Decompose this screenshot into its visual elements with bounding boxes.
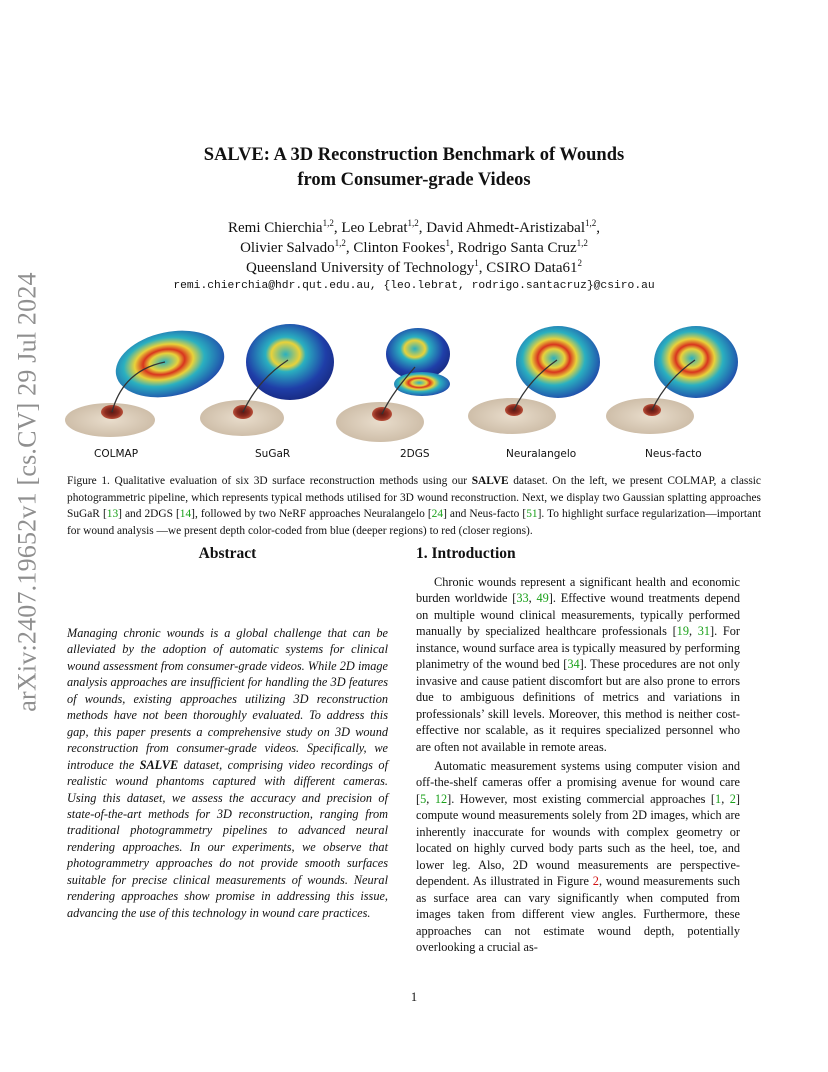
author-block <box>120 218 708 278</box>
author-affiliation: 1,2 <box>585 218 597 228</box>
dataset-name: SALVE <box>471 475 509 487</box>
citation-link[interactable]: 2 <box>729 791 736 806</box>
skin-phantom <box>606 398 694 434</box>
arxiv-identifier: arXiv:2407.19652v1 [cs.CV] 29 Jul 2024 <box>13 272 42 712</box>
dataset-name: SALVE <box>139 757 179 772</box>
abstract-text: Managing chronic wounds is a global challenge that can be alleviated by the adoption of automatic systems for clinical wound assessment from consumer-grade videos. While 2D image analysis approaches are insufficient for handling the 3D features of wounds, existing approaches utilizing 3D reconstruction methods have not been thoroughly evaluated. To address this gap, this paper presents a comprehensive study on 3D wound reconstruction from consumer-grade videos. Specifically, we introduce the SALVE dataset, comprising video recordings of realistic wound phantoms captured with different cameras. Using this dataset, we assess the accuracy and precision of state-of-the-art methods for 3D reconstruction, ranging from traditional photogrammetry pipelines to advanced neural rendering approaches. In our experiments, we observe that photogrammetry approaches do not provide smooth surfaces suitable for precise clinical measurements of wounds. Neural rendering approaches show promise in addressing this issue, advancing the use of this technology in wound care practices. <box>67 626 388 920</box>
figure-1 <box>60 312 768 462</box>
figure-1-caption: Figure 1. Qualitative evaluation of six 3D surface reconstruction methods using our SALVE dataset. On the left, we present COLMAP, a classic photogrammetric pipeline, which represents typical methods utilised for 3D wound reconstruction. Next, we display two Gaussian splatting approaches SuGaR [13] and 2DGS [14], followed by two NeRF approaches Neuralangelo [24] and Neus-facto [51]. To highlight surface regularization—important for wound analysis —we present depth color-coded from blue (deeper regions) to red (closer regions). <box>67 475 761 537</box>
author-name: Leo Lebrat <box>341 220 408 236</box>
author-name: Clinton Fookes <box>353 240 446 256</box>
introduction-text <box>416 574 740 958</box>
abstract-heading: Abstract <box>198 545 257 562</box>
title-line-2: from Consumer-grade Videos <box>297 170 531 190</box>
citation-link[interactable]: 5 <box>420 791 427 806</box>
caption-label: Figure 1. <box>67 475 110 487</box>
author-affiliation: 1,2 <box>576 238 588 248</box>
figure-1-graphic <box>60 312 768 462</box>
author-name: Remi Chierchia <box>228 220 323 236</box>
authors-line-1: Remi Chierchia$^{1,2}$, Leo Lebrat$^{1,2}$, David Ahmedt-Aristizabal$^{1,2}$, <box>228 218 600 236</box>
figure-label-neuralangelo: Neuralangelo <box>506 448 577 460</box>
author-affiliation: 1 <box>445 238 451 248</box>
figure-label-2dgs: 2DGS <box>400 448 430 460</box>
citation-link[interactable]: 1 <box>715 791 722 806</box>
citation-link[interactable]: 12 <box>434 791 448 806</box>
depth-map-disc <box>246 324 334 400</box>
intro-paragraph-1: Chronic wounds represent a significant health and economic burden worldwide [33, 49]. Effective wound treatments depend on multiple wound clinical measurements, typically performed manually by specialized healthcare professionals [19, 31]. For instance, wound surface area is typically measured by performing planimetry of the wound bed [34]. These procedures are not only invasive and cause patient discomfort but are also prone to errors due to ambiguous definitions of metrics and variations in professionals’ skill levels. Moreover, this method is neither cost-effective nor scalable, as it requires specialized personnel who are often not available in remote areas. <box>416 575 740 754</box>
citation-link[interactable]: 49 <box>536 591 549 606</box>
depth-map-disc-lower <box>394 372 450 396</box>
citation-link[interactable]: 13 <box>106 508 119 520</box>
depth-map-disc <box>110 321 231 406</box>
citation-link[interactable]: 19 <box>676 624 689 639</box>
author-emails: remi.chierchia@hdr.qut.edu.au, {leo.lebrat, rodrigo.santacruz}@csiro.au <box>173 280 655 292</box>
affiliation-name: CSIRO Data61 <box>486 260 578 276</box>
paper-title <box>120 143 708 193</box>
affiliation-number: 1 <box>474 258 479 268</box>
page-number: 1 <box>410 990 418 1004</box>
introduction-heading: 1. Introduction <box>416 545 516 562</box>
citation-link[interactable]: 14 <box>179 508 192 520</box>
affiliations-line: Queensland University of Technology$^1$, CSIRO $Data61^2$ <box>246 258 582 276</box>
figure-label-colmap: COLMAP <box>94 448 139 460</box>
citation-link[interactable]: 34 <box>567 657 580 672</box>
panel-neus-facto <box>606 326 738 460</box>
author-affiliation: 1,2 <box>322 218 334 228</box>
author-affiliation: 1,2 <box>407 218 419 228</box>
panel-neuralangelo <box>468 326 600 460</box>
intro-paragraph-2: Automatic measurement systems using computer vision and off-the-shelf cameras offer a promising avenue for wound care [5, 12]. However, most existing commercial approaches [1, 2] compute wound measurements solely from 2D images, which are inherently inaccurate for wounds with complex geometry or located on highly curved body parts such as the heel, toe, and lower leg. Also, 2D wound measurements are perspective-dependent. As illustrated in Figure 2, wound measurements such as surface area can vary significantly when computed from images taken from different view angles. Furthermore, these approaches can not estimate wound depth, potentially overlooking a crucial as- <box>416 758 740 954</box>
panel-2dgs <box>336 328 450 460</box>
authors-line-2: Olivier Salvado$^{1,2}$, Clinton Fookes$^1$, Rodrigo Santa Cruz$^{1,2}$ <box>240 238 588 256</box>
author-name: Olivier Salvado <box>240 240 335 256</box>
panel-sugar <box>200 324 334 460</box>
arxiv-sidebar <box>12 272 44 712</box>
panel-colmap <box>65 321 230 460</box>
title-line-1: SALVE: A 3D Reconstruction Benchmark of Wounds <box>203 145 625 165</box>
citation-link[interactable]: 31 <box>697 624 711 639</box>
author-name: David Ahmedt-Aristizabal <box>426 220 585 236</box>
author-name: Rodrigo Santa Cruz <box>457 240 577 256</box>
skin-phantom <box>468 398 556 434</box>
affiliation-name: Queensland University of Technology <box>246 260 475 276</box>
affiliation-number: 2 <box>577 258 582 268</box>
citation-link[interactable]: 24 <box>431 508 444 520</box>
citation-link[interactable]: 33 <box>516 591 529 606</box>
figure-label-sugar: SuGaR <box>255 448 291 460</box>
author-affiliation: 1,2 <box>334 238 346 248</box>
figure-label-neus-facto: Neus-facto <box>645 448 702 460</box>
citation-link[interactable]: 51 <box>526 508 538 520</box>
figure-reference-link[interactable]: 2 <box>592 874 599 889</box>
